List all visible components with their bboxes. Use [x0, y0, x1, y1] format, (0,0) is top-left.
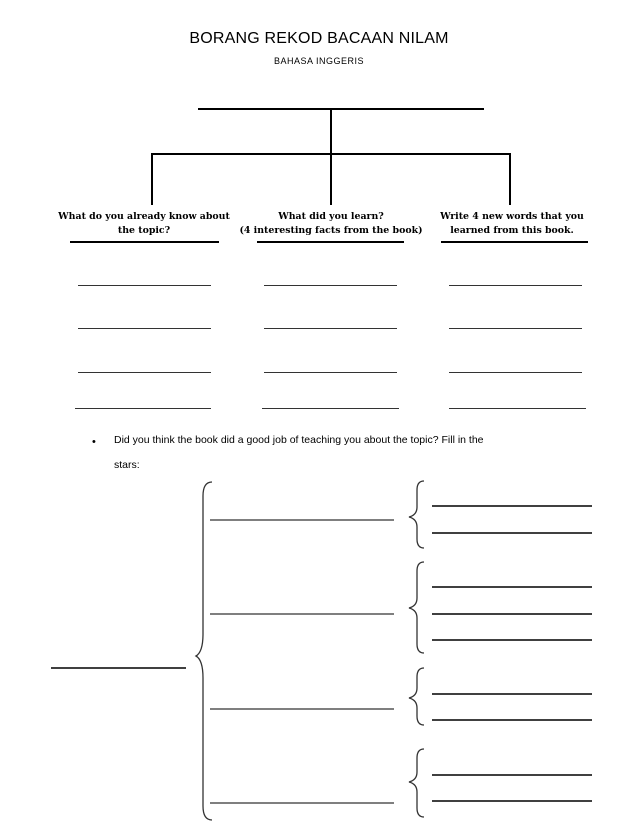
small-brace-icon [409, 749, 424, 817]
question-text: Did you think the book did a good job of teaching you about the topic? Fill in the [114, 434, 484, 446]
small-brace-icon [409, 668, 424, 725]
column-heading-learned-line1: What did you learn? [278, 211, 384, 222]
small-brace-icon [409, 562, 424, 653]
page-subtitle: BAHASA INGGERIS [273, 56, 365, 66]
large-brace-icon [196, 482, 212, 820]
bullet-icon: • [92, 436, 96, 448]
column-heading-learned-line2: (4 interesting facts from the book) [239, 225, 423, 236]
column-heading-new-words-line1: Write 4 new words that you [440, 211, 584, 222]
column-heading-known-line1: What do you already know about [58, 211, 230, 222]
column-heading-known-line2: the topic? [117, 225, 171, 236]
column-heading-new-words-line2: learned from this book. [450, 225, 574, 236]
page-title: BORANG REKOD BACAAN NILAM [189, 30, 449, 47]
small-brace-icon [409, 481, 424, 548]
question-text-continued: stars: [114, 459, 140, 471]
